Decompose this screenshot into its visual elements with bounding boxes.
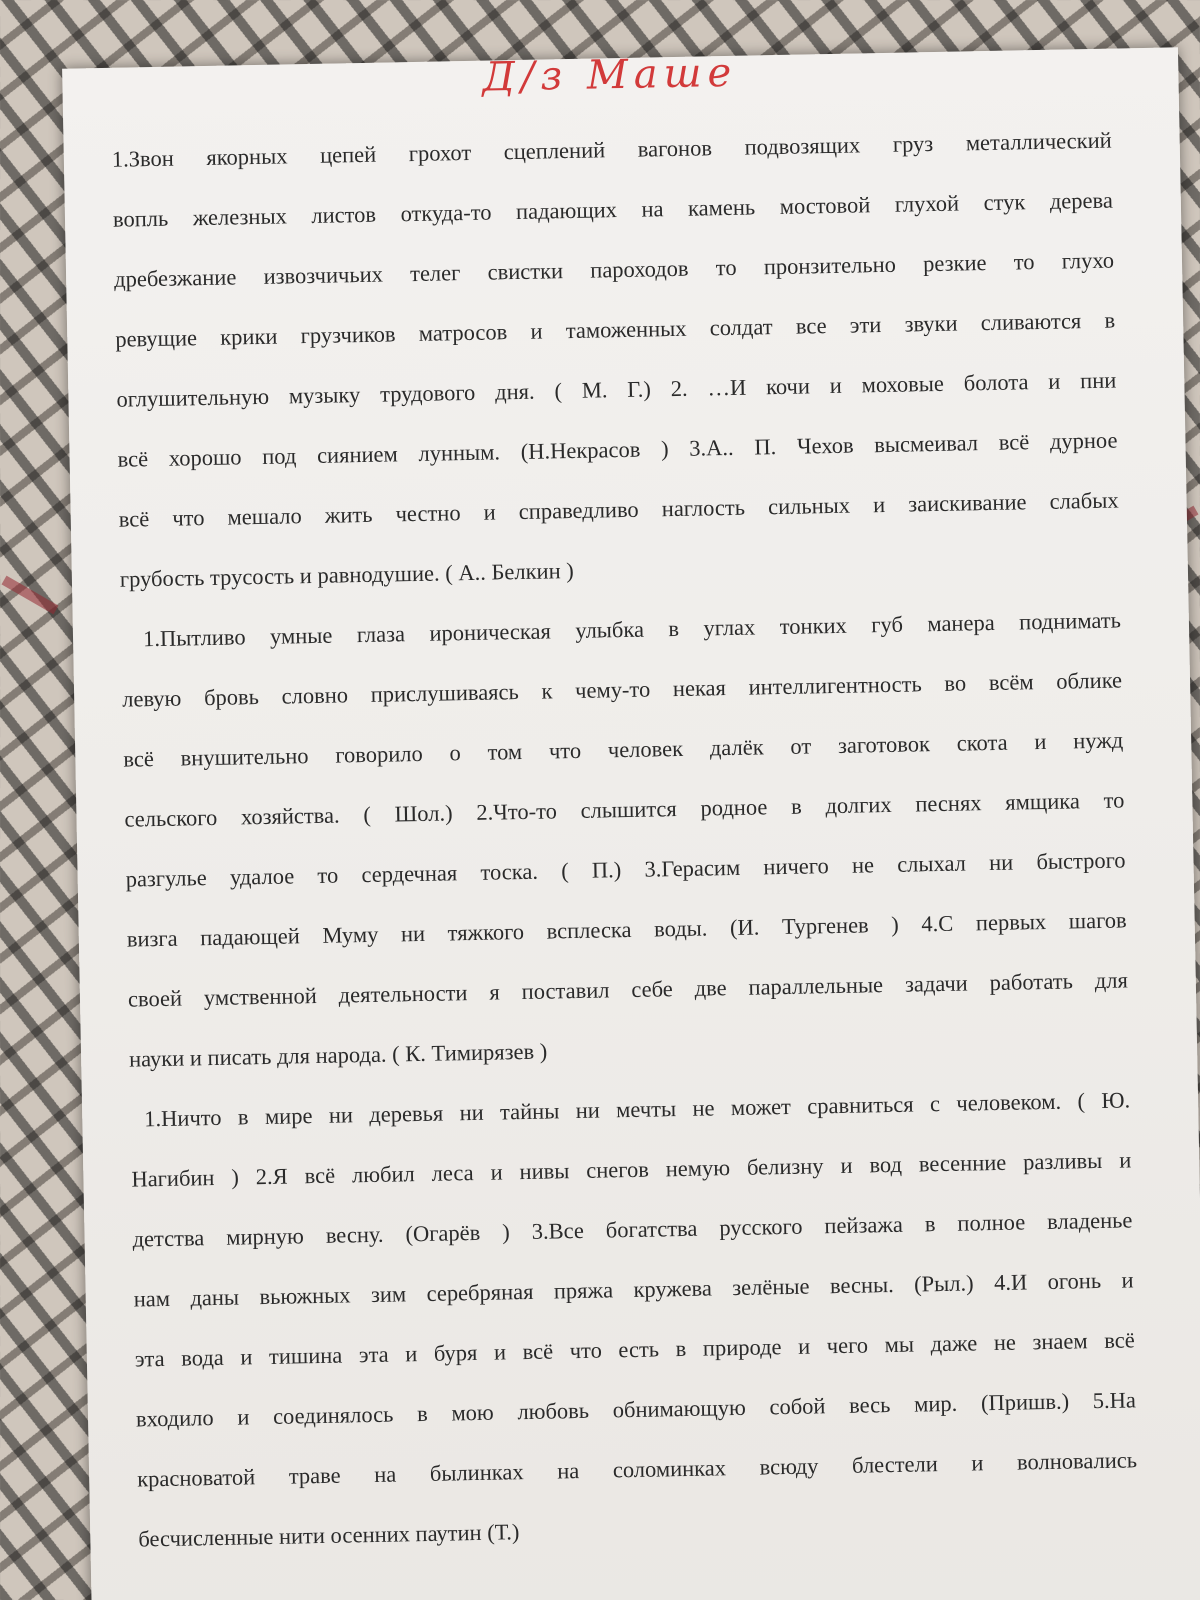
text-line: визга падающей Муму ни тяжкого всплеска воды. (И. Тургенев ) 4.С первых шагов [126, 907, 1127, 952]
text-line: входило и соединялось в мою любовь обнимающую собой весь мир. (Пришв.) 5.На [135, 1387, 1137, 1432]
text-line: грубость трусость и равнодушие. ( А.. Белкин ) [119, 557, 574, 592]
text-line: эта вода и тишина эта и буря и всё что есть в природе и чего мы даже не знаем всё [134, 1327, 1135, 1372]
text-line: всё внушительно говорило о том что человек далёк от заготовок скота и нужд [123, 727, 1124, 772]
backdrop-stripe [2, 576, 59, 615]
text-line: красноватой траве на былинках на соломинках всюду блестели и волновались [136, 1447, 1138, 1492]
paper-sheet [62, 47, 1200, 1600]
text-line: левую бровь словно прислушиваясь к чему-то некая интеллигентность во всём облике [121, 667, 1123, 712]
handwritten-note: Д/з Маше [481, 49, 738, 101]
text-line: 1.Ничто в мире ни деревья ни тайны ни мечты не может сравниться с человеком. ( Ю. [144, 1087, 1131, 1132]
text-line: дребезжание извозчичьих телег свистки пароходов то пронзительно резкие то глухо [113, 247, 1115, 292]
text-line: нам даны вьюжных зим серебряная пряжа кружева зелёные весны. (Рыл.) 4.И огонь и [133, 1267, 1134, 1312]
exercise-text [111, 111, 1138, 1570]
text-line: науки и писать для народа. ( К. Тимирязев ) [128, 1038, 548, 1072]
text-line: детства мирную весну. (Огарёв ) 3.Все богатства русского пейзажа в полное владенье [132, 1207, 1133, 1252]
text-line: сельского хозяйства. ( Шол.) 2.Что-то слышится родное в долгих песнях ямщика то [124, 787, 1125, 832]
text-line: бесчисленные нити осенних паутин (Т.) [138, 1519, 520, 1552]
text-line: разгулье удалое то сердечная тоска. ( П.) 3.Герасим ничего не слыхал ни быстрого [125, 847, 1126, 892]
text-line: оглушительную музыку трудового дня. ( М. Г.) 2. …И кочи и моховые болота и пни [116, 367, 1117, 412]
text-line: своей умственной деятельности я поставил себе две параллельные задачи работать для [127, 967, 1129, 1012]
text-line: ревущие крики грузчиков матросов и таможенных солдат все эти звуки сливаются в [115, 307, 1116, 352]
text-line: вопль железных листов откуда-то падающих на камень мостовой глухой стук дерева [112, 187, 1114, 232]
text-line: всё хорошо под сиянием лунным. (Н.Некрасов ) 3.А.. П. Чехов высмеивал всё дурное [117, 427, 1118, 472]
text-line: всё что мешало жить честно и справедливо наглость сильных и заискивание слабых [118, 487, 1119, 532]
text-line: Нагибин ) 2.Я всё любил леса и нивы снегов немую белизну и вод весенние разливы и [131, 1147, 1132, 1192]
text-line: 1.Звон якорных цепей грохот сцеплений вагонов подвозящих груз металлический [111, 127, 1112, 172]
text-line: 1.Пытливо умные глаза ироническая улыбка в углах тонких губ манера поднимать [142, 607, 1122, 652]
